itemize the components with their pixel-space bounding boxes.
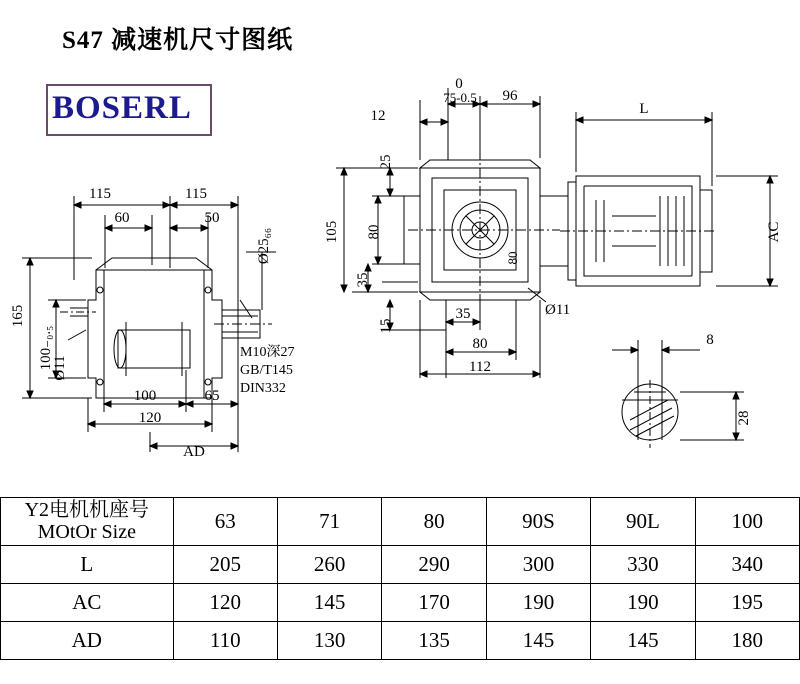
dim-112: 112 <box>469 359 491 375</box>
row-header-ac: AC <box>1 584 174 622</box>
col-header-71: 71 <box>277 498 381 546</box>
cell-ad-80: 135 <box>382 622 486 660</box>
dim-35-h: 35 <box>455 306 471 322</box>
cell-ac-90l: 190 <box>591 584 695 622</box>
dim-100-05: 100₋₀.₅ <box>38 325 54 371</box>
cell-l-90s: 300 <box>486 546 590 584</box>
dim-L: L <box>639 101 649 117</box>
table-row <box>1 498 800 546</box>
cell-ac-80: 170 <box>382 584 486 622</box>
cell-l-100: 340 <box>695 546 799 584</box>
dim-d25: Ø25₆₆ <box>256 227 272 265</box>
table-row <box>1 584 800 622</box>
row-header-motor-size <box>1 498 174 546</box>
dim-65: 65 <box>204 388 220 404</box>
cell-ad-90l: 145 <box>591 622 695 660</box>
dim-80-inner: 80 <box>505 251 520 265</box>
cell-ac-100: 195 <box>695 584 799 622</box>
dim-75: 75-0.5 <box>443 90 477 105</box>
dim-96: 96 <box>502 88 518 104</box>
col-header-63: 63 <box>173 498 277 546</box>
dim-35-v: 35 <box>355 272 371 288</box>
cell-l-63: 205 <box>173 546 277 584</box>
cell-ad-63: 110 <box>173 622 277 660</box>
cell-ad-100: 180 <box>695 622 799 660</box>
dim-165: 165 <box>10 304 26 328</box>
dim-100: 100 <box>133 388 157 404</box>
col-header-90l: 90L <box>591 498 695 546</box>
col-header-90s: 90S <box>486 498 590 546</box>
note-gbt: GB/T145 <box>240 363 293 378</box>
dim-0: 0 <box>455 76 463 92</box>
logo-text: BOSERL <box>52 90 192 126</box>
dim-8: 8 <box>706 332 714 348</box>
cell-l-71: 260 <box>277 546 381 584</box>
dim-AC-label: AC <box>766 221 782 243</box>
dim-28: 28 <box>736 410 752 426</box>
cell-l-90l: 330 <box>591 546 695 584</box>
cell-l-80: 290 <box>382 546 486 584</box>
table-row <box>1 546 800 584</box>
page-title: S47 减速机尺寸图纸 <box>62 27 294 54</box>
dim-d11-left: Ø11 <box>52 355 68 381</box>
spec-table <box>0 497 800 660</box>
cell-ad-90s: 145 <box>486 622 590 660</box>
dim-80-v: 80 <box>366 224 382 240</box>
cell-ac-71: 145 <box>277 584 381 622</box>
dim-12: 12 <box>370 108 386 124</box>
col-header-100: 100 <box>695 498 799 546</box>
dim-15: 15 <box>378 318 394 334</box>
col-header-80: 80 <box>382 498 486 546</box>
dim-50: 50 <box>204 210 220 226</box>
note-m10: M10深27 <box>240 345 295 360</box>
cell-ac-63: 120 <box>173 584 277 622</box>
dim-25: 25 <box>378 154 394 170</box>
row-header-ad: AD <box>1 622 174 660</box>
row-header-line2: MOtOr Size <box>37 520 136 543</box>
dim-105: 105 <box>324 220 340 244</box>
dim-80-h: 80 <box>472 336 488 352</box>
dim-d11-main: Ø11 <box>545 302 571 318</box>
cell-ac-90s: 190 <box>486 584 590 622</box>
dim-60: 60 <box>114 210 130 226</box>
dim-115-b: 115 <box>185 186 207 202</box>
row-header-line1: Y2电机机座号 <box>24 499 150 521</box>
dim-115-a: 115 <box>89 186 111 202</box>
note-din: DIN332 <box>240 381 286 396</box>
cell-ad-71: 130 <box>277 622 381 660</box>
table-row <box>1 622 800 660</box>
dim-ad-label: AD <box>183 444 205 460</box>
dim-120: 120 <box>138 410 162 426</box>
row-header-l: L <box>1 546 174 584</box>
